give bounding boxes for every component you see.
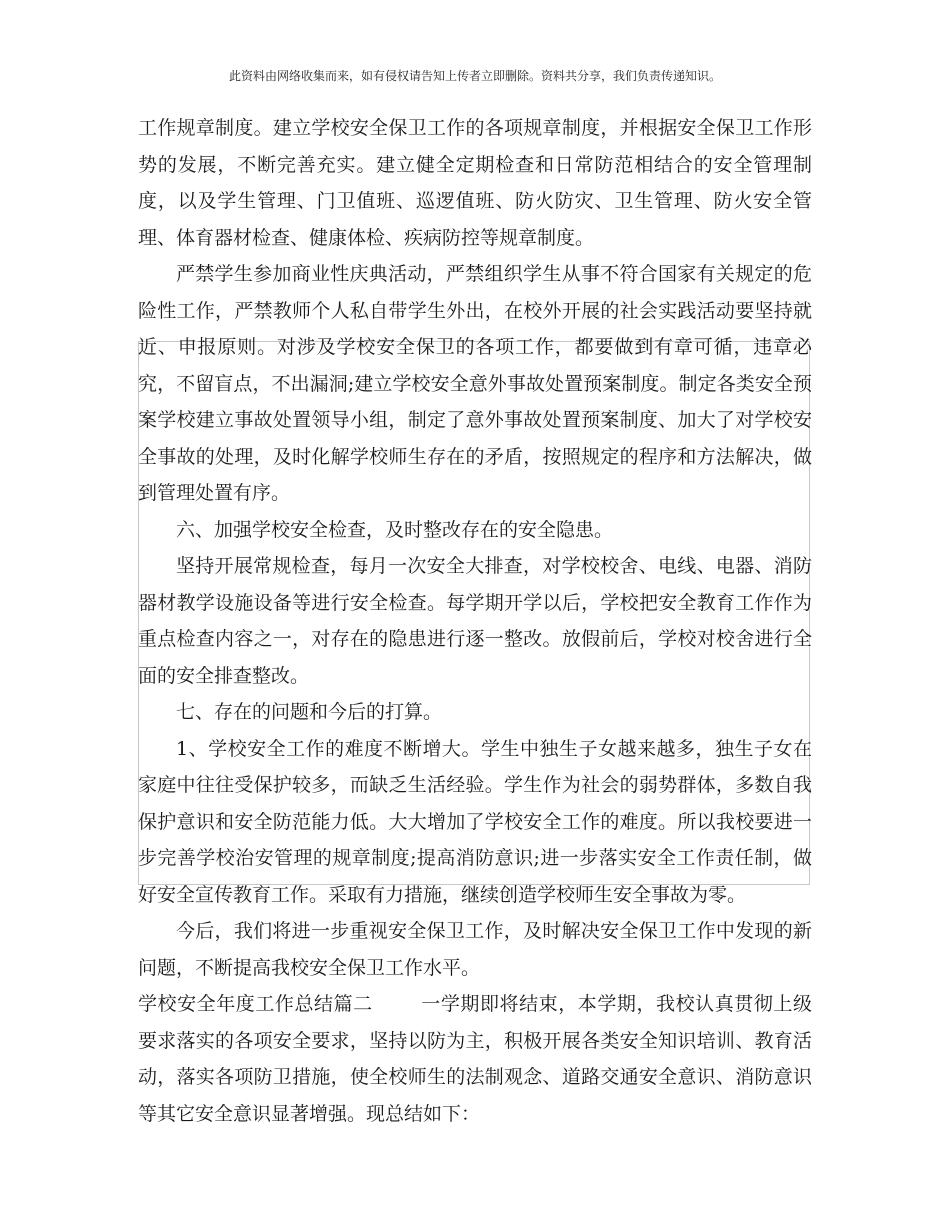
summary-two-title: 学校安全年度工作总结篇二 bbox=[138, 993, 373, 1015]
paragraph-summary-two bbox=[138, 986, 812, 1132]
document-body bbox=[138, 110, 812, 1132]
section-heading-seven: 七、存在的问题和今后的打算。 bbox=[176, 701, 443, 723]
paragraph-prohibitions: 严禁学生参加商业性庆典活动，严禁组织学生从事不符合国家有关规定的危险性工作，严禁教师个人私自带学生外出，在校外开展的社会实践活动要坚持就近、申报原则。对涉及学校安全保卫的各项工作，都要做到有章可循，违章必究，不留盲点，不出漏洞;建立学校安全意外事故处置预案制度。制定各类安全预案学校建立事故处置领导小组，制定了意外事故处置预案制度、加大了对学校安全事故的处理，及时化解学校师生存在的矛盾，按照规定的程序和方法解决，做到管理处置有序。 bbox=[138, 263, 812, 504]
copyright-notice: 此资料由网络收集而来，如有侵权请告知上传者立即删除。资料共分享，我们负责传递知识。 bbox=[228, 69, 721, 83]
summary-two-body: 一学期即将结束，本学期，我校认真贯彻上级要求落实的各项安全要求，坚持以防为主，积极开展各类安全知识培训、教育活动，落实各项防卫措施，使全校师生的法制观念、道路交通安全意识、消防意识等其它安全意识显著增强。现总结如下： bbox=[138, 993, 812, 1125]
paragraph-regulations: 工作规章制度。建立学校安全保卫工作的各项规章制度，并根据安全保卫工作形势的发展，不断完善充实。建立健全定期检查和日常防范相结合的安全管理制度，以及学生管理、门卫值班、巡逻值班、防火防灾、卫生管理、防火安全管理、体育器材检查、健康体检、疾病防控等规章制度。 bbox=[138, 117, 812, 249]
paragraph-problems: 1、学校安全工作的难度不断增大。学生中独生子女越来越多，独生子女在家庭中往往受保护较多，而缺乏生活经验。学生作为社会的弱势群体，多数自我保护意识和安全防范能力低。大大增加了学校安全工作的难度。所以我校要进一步完善学校治安管理的规章制度;提高消防意识;进一步落实安全工作责任制，做好安全宣传教育工作。采取有力措施，继续创造学校师生安全事故为零。 bbox=[138, 737, 812, 906]
paragraph-future: 今后，我们将进一步重视安全保卫工作，及时解决安全保卫工作中发现的新问题，不断提高我校安全保卫工作水平。 bbox=[138, 920, 812, 979]
section-heading-six: 六、加强学校安全检查，及时整改存在的安全隐患。 bbox=[176, 518, 614, 541]
paragraph-inspections: 坚持开展常规检查，每月一次安全大排查，对学校校舍、电线、电器、消防器材教学设施设备等进行安全检查。每学期开学以后，学校把安全教育工作作为重点检查内容之一，对存在的隐患进行逐一整改。放假前后，学校对校舍进行全面的安全排查整改。 bbox=[138, 555, 812, 687]
